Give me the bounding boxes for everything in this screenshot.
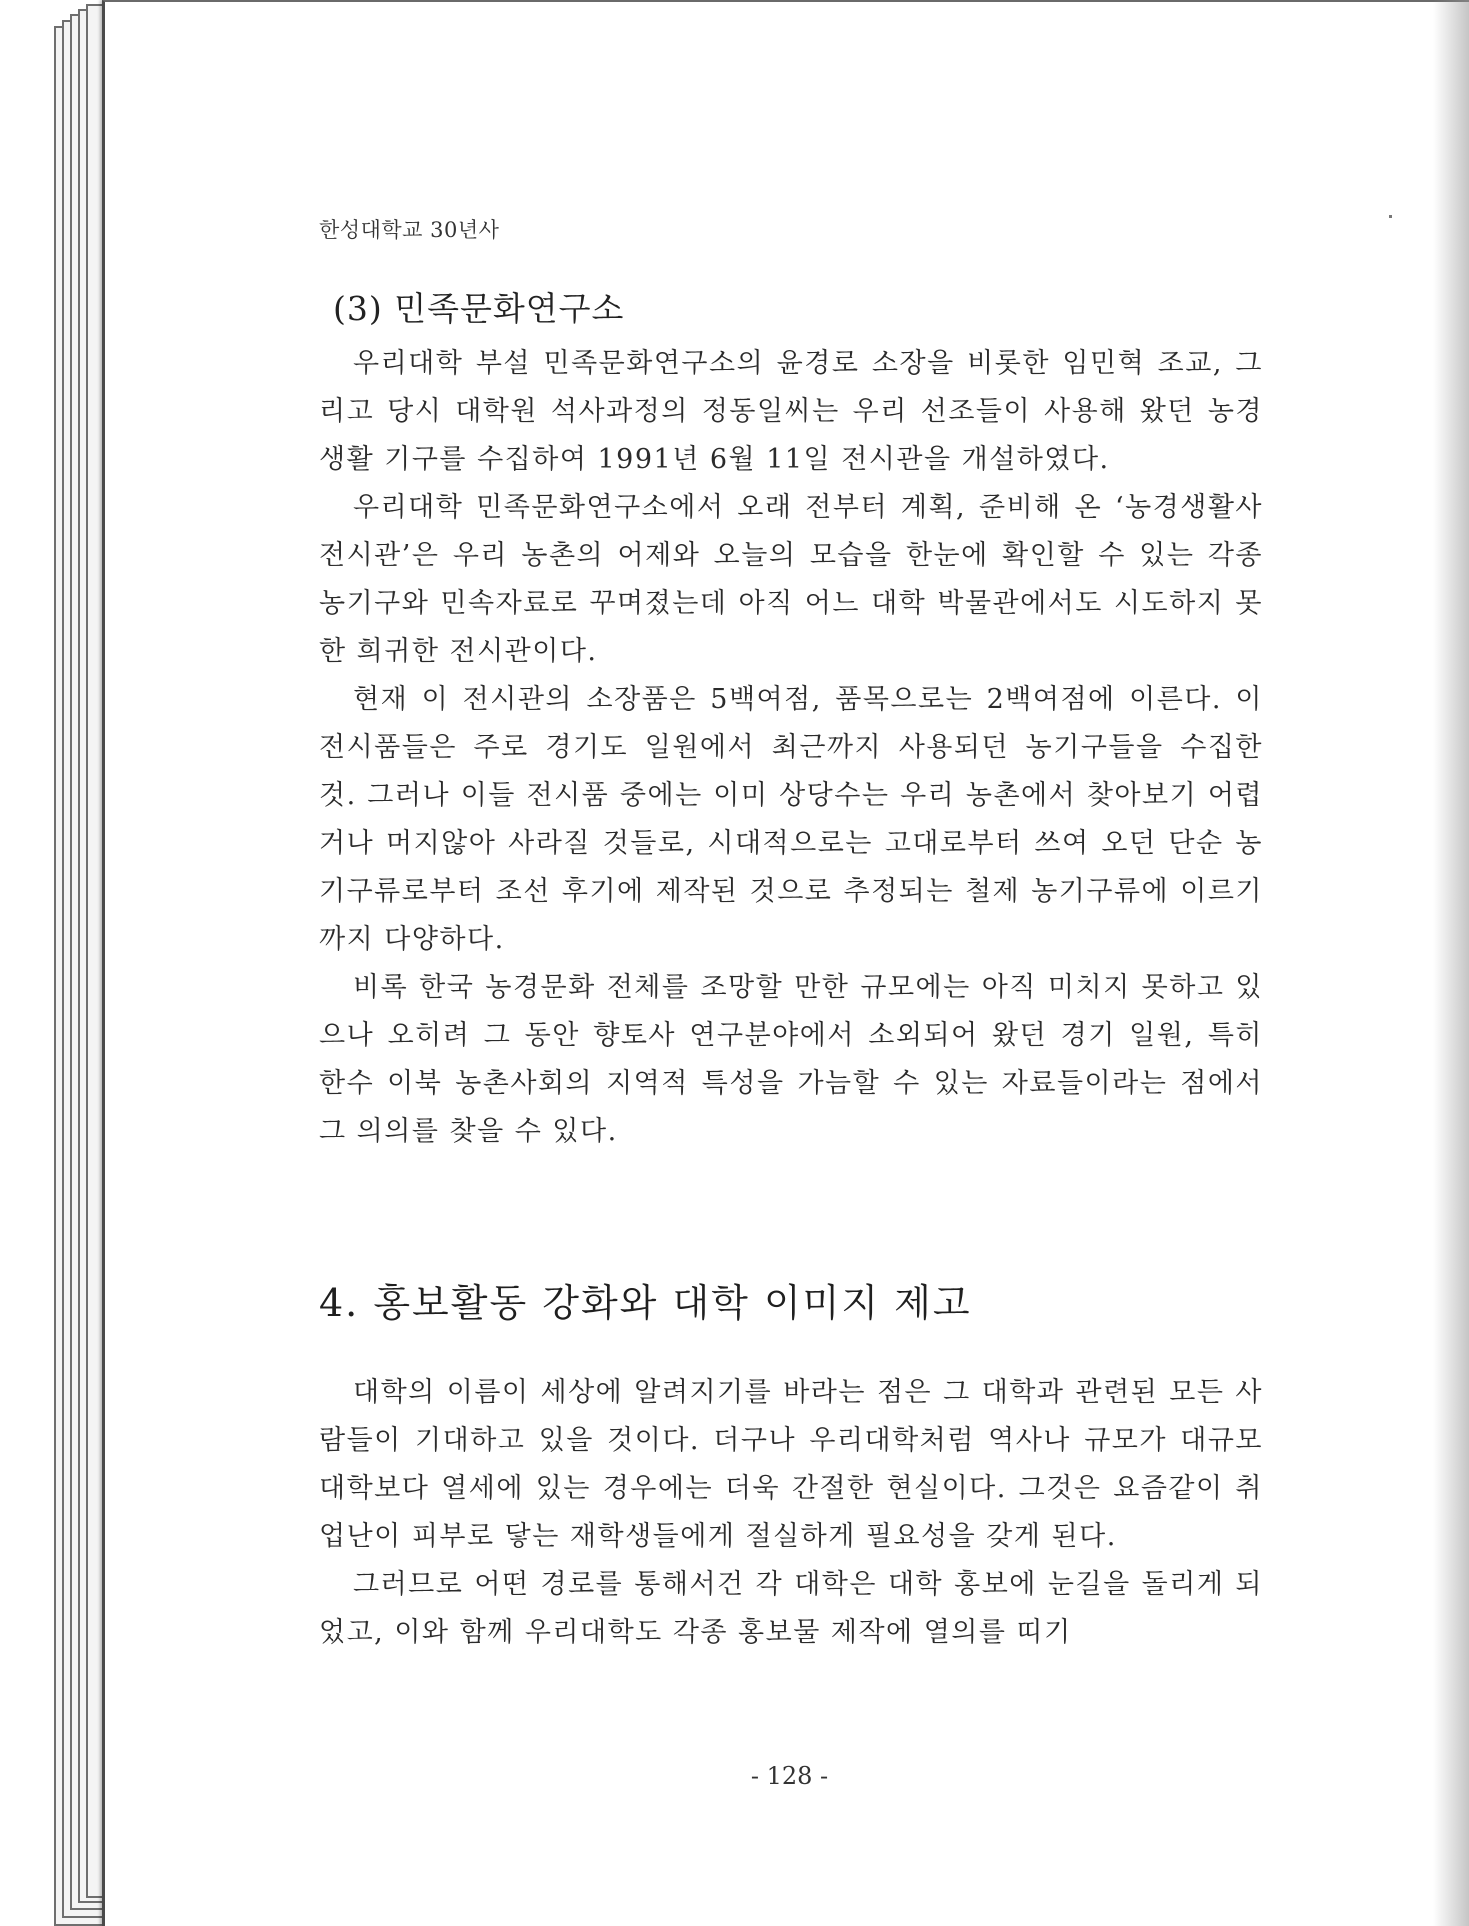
chapter-heading: 4. 홍보활동 강화와 대학 이미지 제고 <box>319 1281 972 1325</box>
page-shadow <box>1433 0 1469 1926</box>
section-heading: (3) 민족문화연구소 <box>333 289 625 328</box>
scan-speck <box>1389 215 1392 218</box>
paragraph: 비록 한국 농경문화 전체를 조망할 만한 규모에는 아직 미치지 못하고 있으나 오히려 그 동안 향토사 연구분야에서 소외되어 왔던 경기 일원, 특히 한수 이북 농촌사회의 지역적 특성을 가늠할 수 있는 자료들이라는 점에서 그 의의를 찾을 수 있다. <box>319 972 1263 1147</box>
paragraph: 우리대학 민족문화연구소에서 오래 전부터 계획, 준비해 온 ‘농경생활사 전시관’은 우리 농촌의 어제와 오늘의 모습을 한눈에 확인할 수 있는 각종 농기구와 민속자료로 꾸며졌는데 아직 어느 대학 박물관에서도 시도하지 못한 희귀한 전시관이다. <box>319 492 1263 667</box>
paragraph: 그러므로 어떤 경로를 통해서건 각 대학은 대학 홍보에 눈길을 돌리게 되었고, 이와 함께 우리대학도 각종 홍보물 제작에 열의를 띠기 <box>319 1569 1263 1648</box>
section-body <box>319 340 1263 1156</box>
page-number: - 128 - <box>750 1762 829 1790</box>
running-head: 한성대학교 30년사 <box>319 218 500 242</box>
chapter-body <box>319 1369 1263 1657</box>
paragraph: 현재 이 전시관의 소장품은 5백여점, 품목으로는 2백여점에 이른다. 이 전시품들은 주로 경기도 일원에서 최근까지 사용되던 농기구들을 수집한 것. 그러나 이들 전시품 중에는 이미 상당수는 우리 농촌에서 찾아보기 어렵거나 머지않아 사라질 것들로, 시대적으로는 고대로부터 쓰여 오던 단순 농기구류로부터 조선 후기에 제작된 것으로 추정되는 철제 농기구류에 이르기까지 다양하다. <box>319 684 1263 955</box>
paragraph: 우리대학 부설 민족문화연구소의 윤경로 소장을 비롯한 임민혁 조교, 그리고 당시 대학원 석사과정의 정동일씨는 우리 선조들이 사용해 왔던 농경 생활 기구를 수집하여 1991년 6월 11일 전시관을 개설하였다. <box>319 348 1263 475</box>
paragraph: 대학의 이름이 세상에 알려지기를 바라는 점은 그 대학과 관련된 모든 사람들이 기대하고 있을 것이다. 더구나 우리대학처럼 역사나 규모가 대규모 대학보다 열세에 있는 경우에는 더욱 간절한 현실이다. 그것은 요즘같이 취업난이 피부로 닿는 재학생들에게 절실하게 필요성을 갖게 된다. <box>319 1377 1263 1552</box>
